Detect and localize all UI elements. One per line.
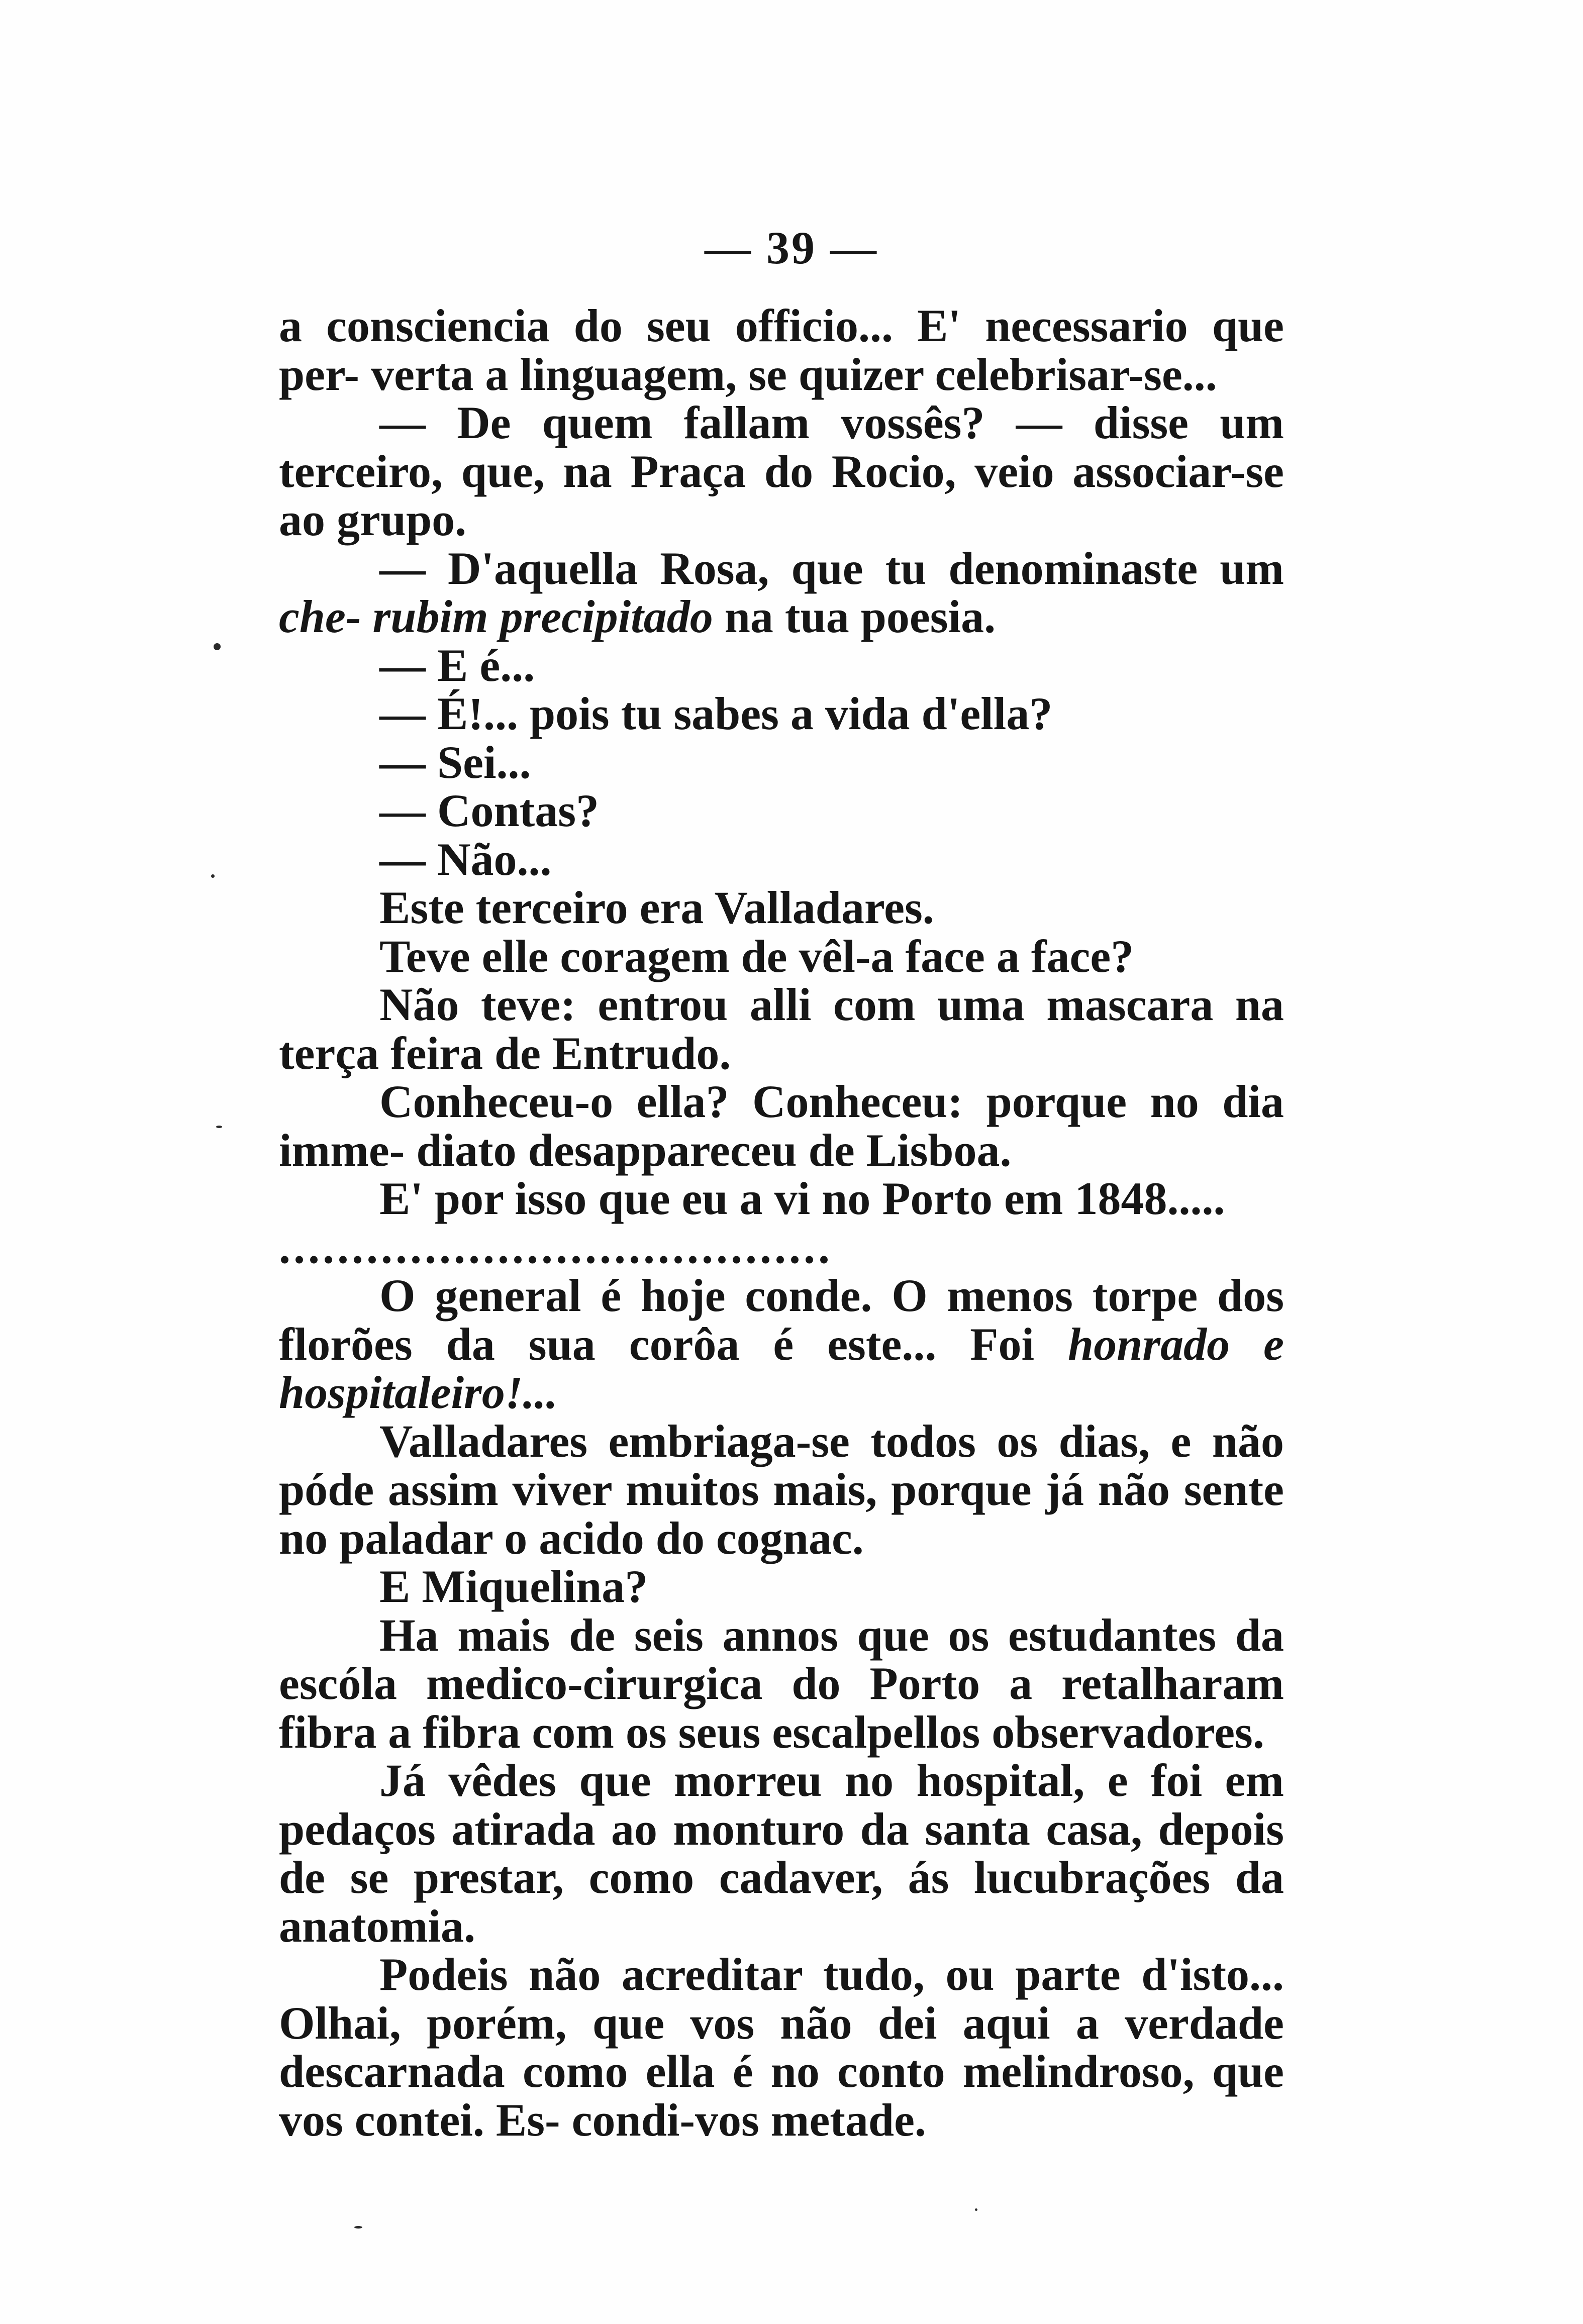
paragraph-7 — [279, 786, 1284, 835]
paragraph-8-line-1: — Não... — [379, 833, 552, 885]
paragraph-13-line-1: E' por isso que eu a vi no Porto em 1848..... — [379, 1173, 1225, 1224]
paragraph-18-line-1: Ha mais de seis annos que os estudantes da escóla — [279, 1609, 1284, 1709]
paragraph-1-line-1: a consciencia do seu officio... E' necessario que per- — [279, 300, 1284, 400]
paragraph-12 — [279, 1077, 1284, 1174]
paragraph-10-line-1: Teve elle coragem de vêl-a face a face? — [379, 930, 1134, 982]
paragraph-19-line-3: como cadaver, ás lucubrações da anatomia. — [279, 1852, 1284, 1952]
paragraph-20-line-2: porém, que vos não dei aqui a verdade descarnada — [279, 1997, 1284, 2097]
paragraph-20-line-3: como ella é no conto melindroso, que vos contei. Es- — [279, 2046, 1284, 2146]
paragraph-13 — [279, 1174, 1284, 1223]
paragraph-18-line-3: os seus escalpellos observadores. — [625, 1706, 1264, 1758]
paragraph-2-line-2: que, na Praça do Rocio, veio associar-se ao grupo. — [279, 445, 1284, 545]
paragraph-15 — [279, 1271, 1284, 1417]
paragraph-19-line-1: Já vêdes que morreu no hospital, e foi em pedaços — [279, 1755, 1284, 1855]
paragraph-20 — [279, 1950, 1284, 2144]
ink-speck — [214, 643, 221, 650]
paragraph-10 — [279, 932, 1284, 981]
ink-speck — [216, 1126, 222, 1128]
paragraph-3-line-2: rubim precipitado na tua poesia. — [372, 591, 996, 642]
paragraph-12-line-1: Conheceu-o ella? Conheceu: porque no dia imme- — [279, 1076, 1284, 1176]
paragraph-5 — [279, 689, 1284, 738]
paragraph-3 — [279, 544, 1284, 641]
paragraph-1 — [279, 301, 1284, 398]
ellipsis-row — [279, 1223, 1284, 1272]
ink-speck — [975, 2208, 977, 2211]
paragraph-16 — [279, 1417, 1284, 1563]
paragraph-2 — [279, 398, 1284, 544]
paragraph-9-line-1: Este terceiro era Valladares. — [379, 882, 934, 933]
paragraph-11-line-2: feira de Entrudo. — [390, 1027, 731, 1079]
paragraph-1-line-2: verta a linguagem, se quizer celebrisar-se... — [371, 348, 1217, 400]
paragraph-17 — [279, 1562, 1284, 1611]
paragraph-7-line-1: — Contas? — [379, 785, 600, 836]
body-text — [279, 301, 1284, 2144]
paragraph-15-line-2: da sua corôa é este... Foi honrado e hospitaleiro!... — [279, 1318, 1284, 1418]
paragraph-16-line-2: assim viver muitos mais, porque já não sente no paladar — [279, 1464, 1284, 1564]
paragraph-5-line-1: — É!... pois tu sabes a vida d'ella? — [379, 688, 1053, 739]
ink-speck — [211, 874, 215, 878]
paragraph-6-line-1: — Sei... — [379, 736, 531, 788]
paragraph-11-line-1: Não teve: entrou alli com uma mascara na terça — [279, 979, 1284, 1079]
paragraph-16-line-1: Valladares embriaga-se todos os dias, e não póde — [279, 1415, 1284, 1515]
paragraph-9 — [279, 883, 1284, 932]
page-number: — 39 — — [705, 222, 878, 273]
paragraph-4 — [279, 641, 1284, 690]
paragraph-20-line-4: condi-vos metade. — [571, 2094, 926, 2146]
paragraph-19 — [279, 1756, 1284, 1950]
ellipsis-row-line-1: ...................................... — [279, 1223, 833, 1271]
paragraph-18 — [279, 1611, 1284, 1757]
paragraph-19-line-2: atirada ao monturo da santa casa, depois de se prestar, — [279, 1803, 1284, 1903]
paragraph-8 — [279, 835, 1284, 884]
paragraph-3-line-1: — D'aquella Rosa, que tu denominaste um che- — [279, 542, 1284, 642]
paragraph-17-line-1: E Miquelina? — [379, 1561, 648, 1612]
paragraph-4-line-1: — E é... — [379, 639, 535, 691]
paragraph-2-line-1: — De quem fallam vossês? — disse um terceiro, — [279, 397, 1284, 497]
paragraph-12-line-2: diato desappareceu de Lisboa. — [416, 1124, 1012, 1176]
paragraph-6 — [279, 738, 1284, 787]
paragraph-16-line-3: o acido do cognac. — [504, 1512, 864, 1564]
ink-speck — [354, 2226, 362, 2229]
paragraph-15-line-1: O general é hoje conde. O menos torpe dos florões — [279, 1270, 1284, 1370]
paragraph-18-line-2: medico-cirurgica do Porto a retalharam fibra a fibra com — [279, 1658, 1284, 1758]
paragraph-20-line-1: Podeis não acreditar tudo, ou parte d'isto... Olhai, — [279, 1949, 1284, 2049]
paragraph-11 — [279, 980, 1284, 1077]
